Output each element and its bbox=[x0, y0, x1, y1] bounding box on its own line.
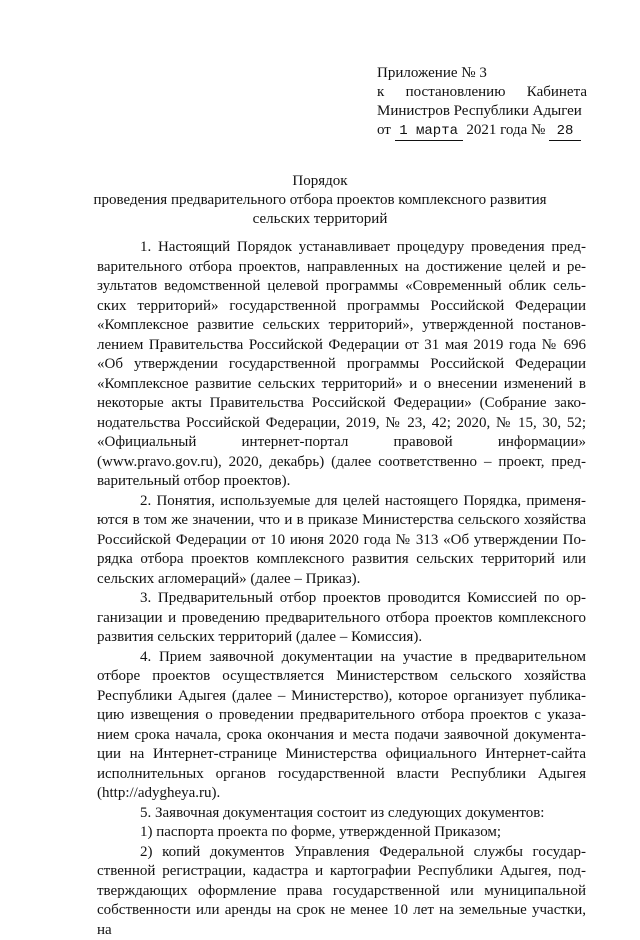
body-line: (http://adygheya.ru). bbox=[97, 785, 221, 801]
appendix-line-3: Министров Республики Адыгеи bbox=[377, 103, 582, 119]
title-line-1: Порядок bbox=[292, 173, 348, 189]
body-line: варительный отбор проектов). bbox=[97, 473, 291, 489]
body-line: цию извещения о проведении предварительного отбора проектов с указа- bbox=[97, 707, 586, 723]
body-line: нием срока начала, срока окончания и места подачи заявочной документа- bbox=[97, 726, 586, 743]
body-line: ции на Интернет-странице Министерства официального Интернет-сайта bbox=[97, 746, 586, 762]
title-line-3: сельских территорий bbox=[252, 211, 388, 227]
appendix-date-line bbox=[377, 121, 587, 141]
body-line: ских территорий» государственной программы Российской Федерации bbox=[97, 297, 586, 314]
body-line: лением Правительства Российской Федерации от 31 мая 2019 года № 696 bbox=[97, 336, 586, 353]
body-line: ганизации и проведению предварительного отбора проектов комплексного bbox=[97, 609, 586, 626]
body-line: «Об утверждении государственной программы Российской Федерации bbox=[97, 356, 586, 372]
appendix-word-cabinet: Кабинета bbox=[526, 84, 587, 100]
appendix-word-resolution: постановлению bbox=[405, 84, 506, 100]
body-line: исполнительных органов государственной власти Республики Адыгея bbox=[97, 765, 586, 782]
document-body bbox=[97, 238, 586, 940]
body-line: рядка отбора проектов комплексного развития сельских территорий или bbox=[97, 551, 586, 567]
date-prefix: от bbox=[377, 122, 391, 138]
body-line: 1. Настоящий Порядок устанавливает процедуру проведения пред- bbox=[140, 239, 586, 255]
body-line: «Комплексное развитие сельских территорий» и о внесении изменений в bbox=[97, 375, 586, 392]
body-line: нодательства Российской Федерации, 2019, № 23, 42; 2020, № 15, 30, 52; bbox=[97, 414, 586, 431]
body-line: 2) копий документов Управления Федеральной службы государ- bbox=[140, 843, 586, 860]
body-line: варительного отбора проектов, направленных на достижение целей и ре- bbox=[97, 258, 586, 275]
body-line: сельских агломераций» (далее – Приказ). bbox=[97, 570, 361, 587]
appendix-line-2 bbox=[377, 83, 587, 102]
body-line: собственности или аренды на срок не менее 10 лет на земельные участки, на bbox=[97, 902, 586, 938]
body-line: некоторые акты Правительства Российской Федерации» (Собрание зако- bbox=[97, 395, 586, 411]
body-line: тверждающих оформление права государственной или муниципальной bbox=[97, 882, 586, 899]
body-line: отборе проектов осуществляется Министерством сельского хозяйства bbox=[97, 668, 586, 684]
title-line-2: проведения предварительного отбора проектов комплексного развития bbox=[93, 192, 547, 208]
body-line: 3. Предварительный отбор проектов проводится Комиссией по ор- bbox=[140, 590, 586, 606]
number-field: 28 bbox=[549, 124, 581, 141]
body-line: 4. Прием заявочной документации на участие в предварительном bbox=[140, 648, 586, 665]
body-line: (www.pravo.gov.ru), 2020, декабрь) (далее соответственно – проект, пред- bbox=[97, 453, 586, 470]
body-line: 2. Понятия, используемые для целей настоящего Порядка, применя- bbox=[140, 492, 586, 509]
body-line: ственной регистрации, кадастра и картографии Республики Адыгея, под- bbox=[97, 863, 586, 879]
body-line: 5. Заявочная документация состоит из следующих документов: bbox=[140, 804, 545, 821]
appendix-header bbox=[377, 64, 587, 141]
appendix-line-1: Приложение № 3 bbox=[377, 65, 487, 81]
body-line: развития сельских территорий (далее – Комиссия). bbox=[97, 629, 423, 645]
body-line: зультатов ведомственной целевой программы «Современный облик сель- bbox=[97, 278, 586, 294]
document-title bbox=[60, 172, 580, 229]
body-line: Республики Адыгея (далее – Министерство), которое организует публика- bbox=[97, 687, 586, 704]
body-line: ются в том же значении, что и в приказе Министерства сельского хозяйства bbox=[97, 512, 586, 528]
body-line: «Комплексное развитие сельских территорий», утвержденной постанов- bbox=[97, 317, 586, 333]
body-line: «Официальный интернет-портал правовой информации» bbox=[97, 434, 586, 450]
body-line: 1) паспорта проекта по форме, утвержденной Приказом; bbox=[140, 824, 502, 840]
body-line: Российской Федерации от 10 июня 2020 года № 313 «Об утверждении По- bbox=[97, 531, 586, 548]
date-field: 1 марта bbox=[395, 124, 463, 141]
year-text: 2021 года № bbox=[466, 122, 546, 138]
appendix-word-k: к bbox=[377, 84, 385, 100]
